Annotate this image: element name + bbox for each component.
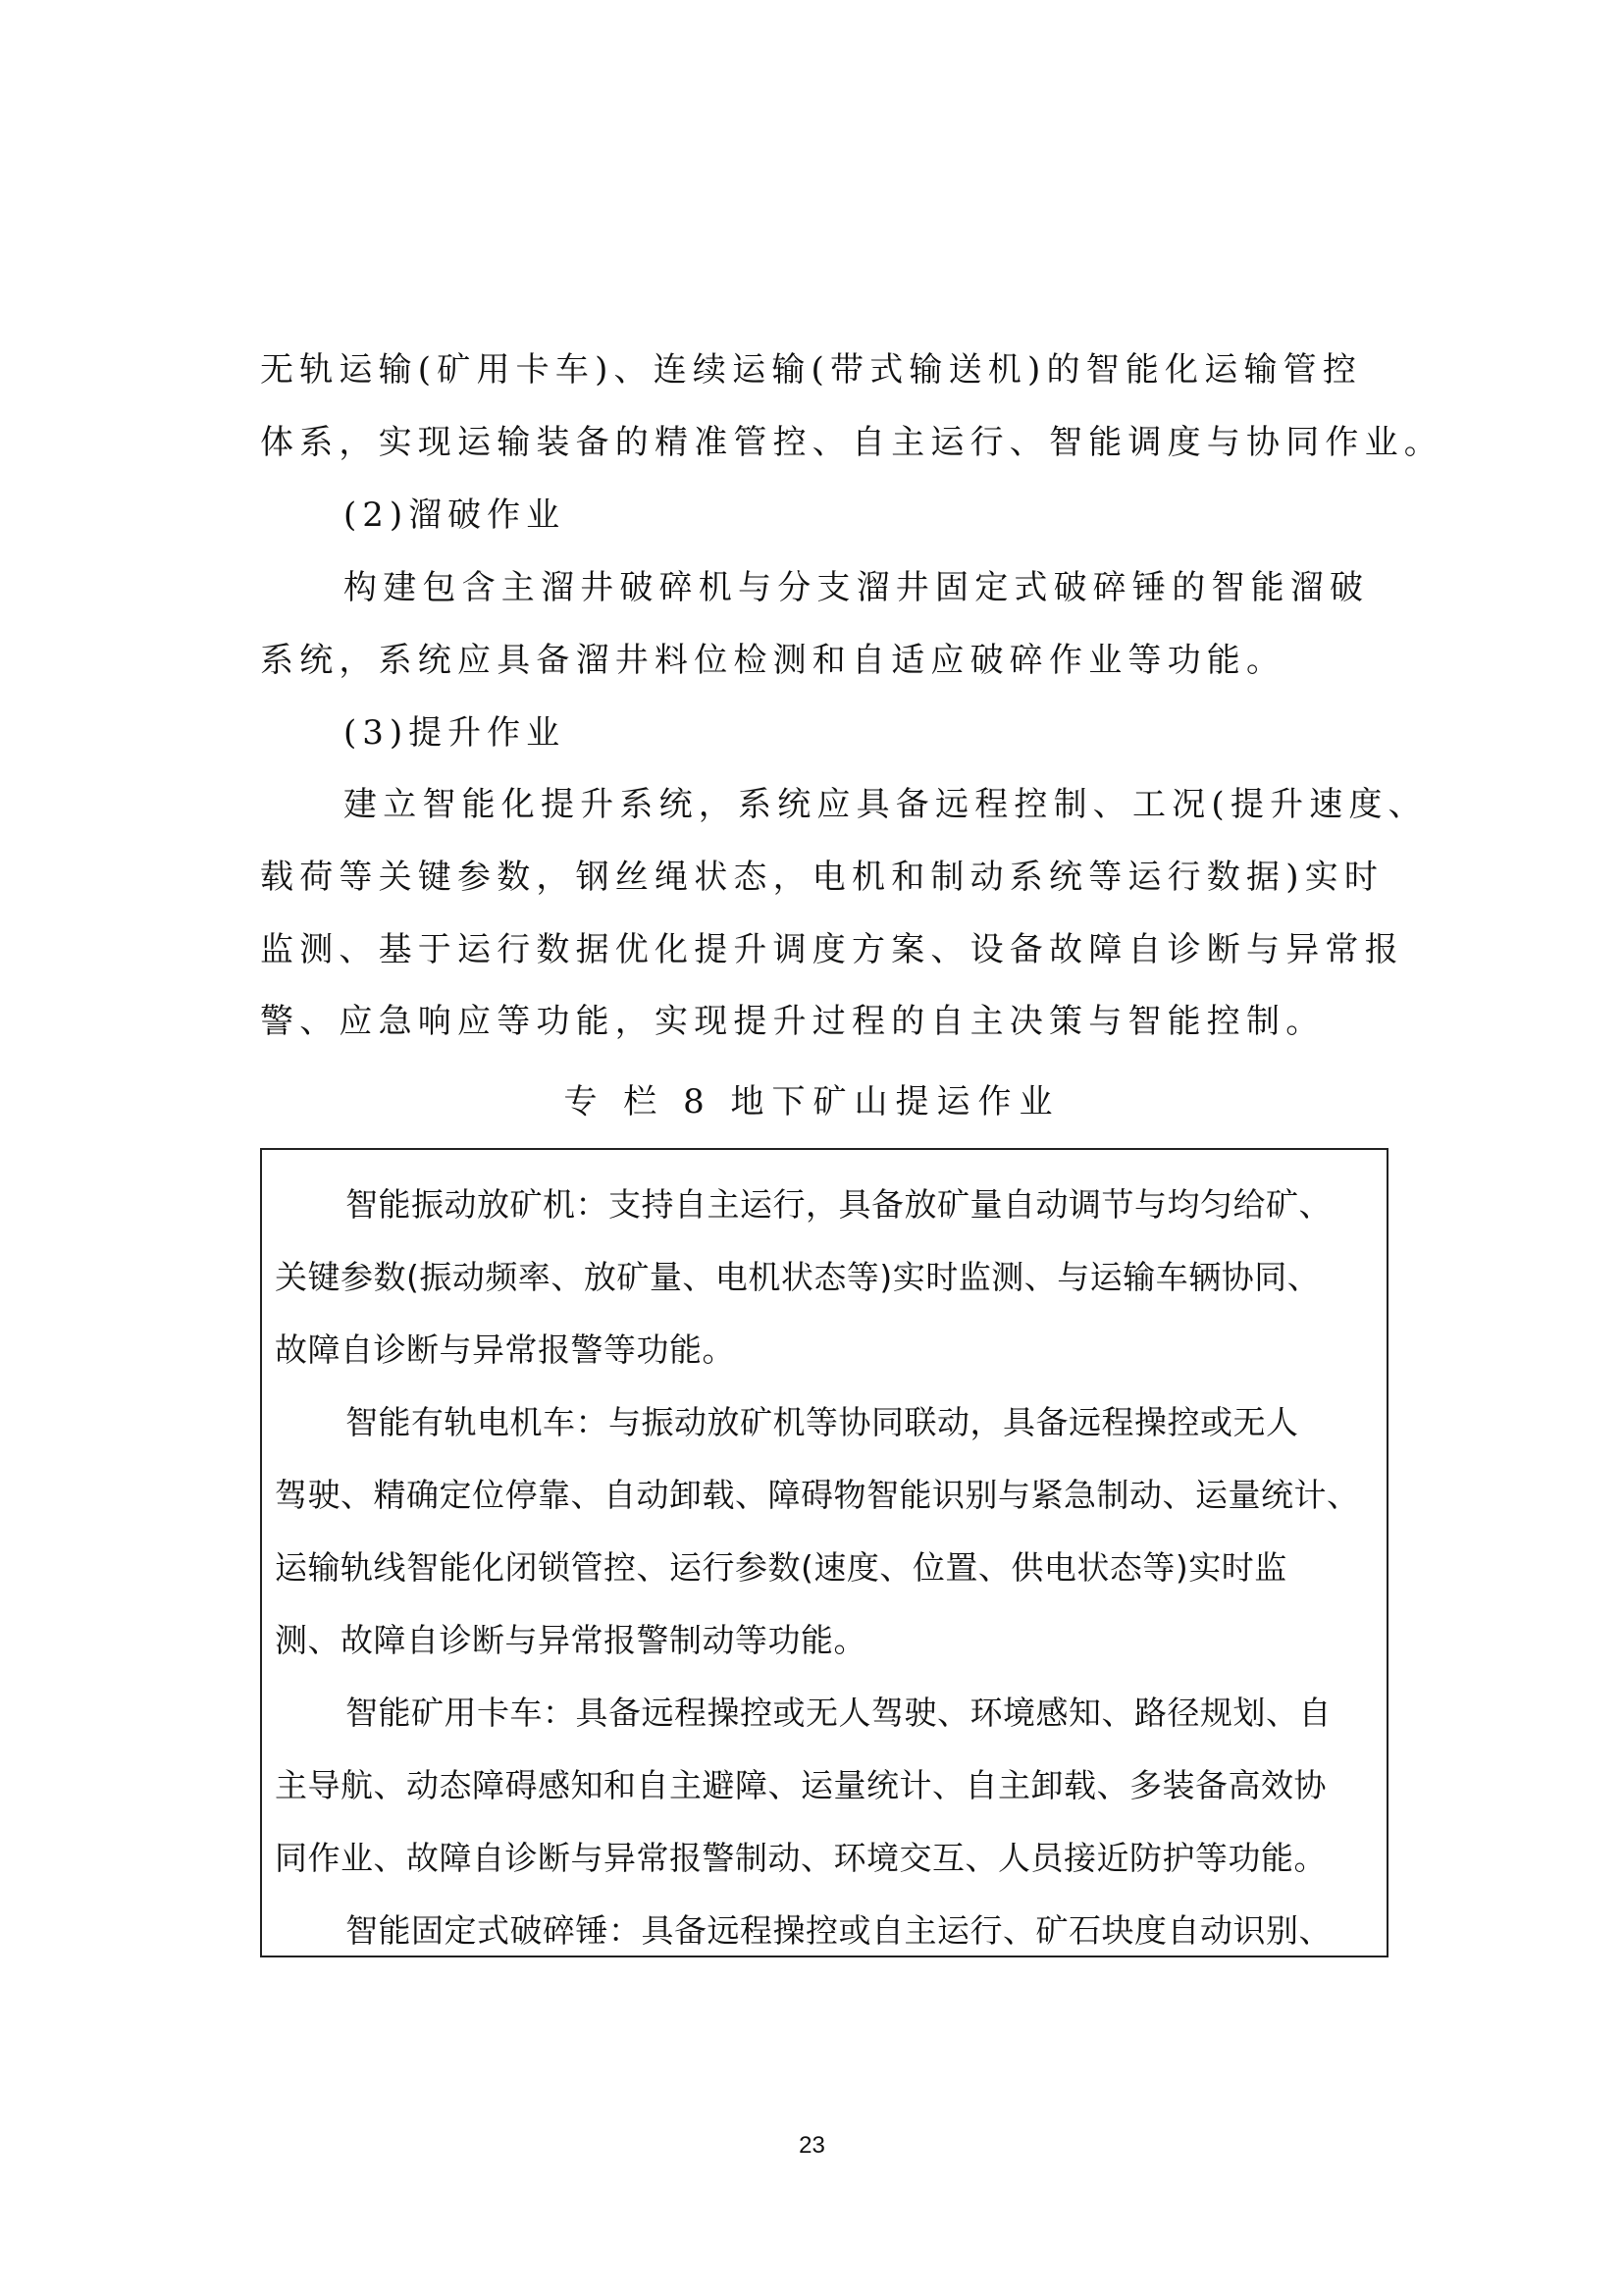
column-box-line: 运输轨线智能化闭锁管控、运行参数(速度、位置、供电状态等)实时监 <box>275 1548 1287 1587</box>
column-box-line: 智能固定式破碎锤：具备远程操控或自主运行、矿石块度自动识别、 <box>345 1911 1332 1950</box>
body-paragraph-line: 警、应急响应等功能，实现提升过程的自主决策与智能控制。 <box>260 1002 1326 1041</box>
section-heading-ore-pass-crushing: (2)溜破作业 <box>343 496 566 535</box>
body-paragraph-line: 载荷等关键参数，钢丝绳状态，电机和制动系统等运行数据)实时 <box>260 858 1385 897</box>
body-paragraph-line: 监测、基于运行数据优化提升调度方案、设备故障自诊断与异常报 <box>260 930 1404 969</box>
column-box-line: 驾驶、精确定位停靠、自动卸载、障碍物智能识别与紧急制动、运量统计、 <box>275 1476 1360 1514</box>
column-box-line: 故障自诊断与异常报警等功能。 <box>275 1330 735 1369</box>
body-paragraph-line: 系统，系统应具备溜井料位检测和自适应破碎作业等功能。 <box>260 641 1286 680</box>
column-box-line: 智能有轨电机车：与振动放矿机等协同联动，具备远程操控或无人 <box>345 1403 1299 1441</box>
section-heading-hoisting: (3)提升作业 <box>343 713 566 753</box>
column-box-line: 智能矿用卡车：具备远程操控或无人驾驶、环境感知、路径规划、自 <box>345 1694 1332 1732</box>
column-box-line: 智能振动放矿机：支持自主运行，具备放矿量自动调节与均匀给矿、 <box>345 1185 1332 1224</box>
column-box-line: 主导航、动态障碍感知和自主避障、运量统计、自主卸载、多装备高效协 <box>275 1766 1327 1804</box>
column-box-line: 关键参数(振动频率、放矿量、电机状态等)实时监测、与运输车辆协同、 <box>275 1258 1321 1296</box>
page-number: 23 <box>799 2132 825 2159</box>
body-paragraph-line: 建立智能化提升系统，系统应具备远程控制、工况(提升速度、 <box>343 785 1428 824</box>
body-paragraph-line: 构建包含主溜井破碎机与分支溜井固定式破碎锤的智能溜破 <box>343 568 1370 607</box>
column-box-line: 测、故障自诊断与异常报警制动等功能。 <box>275 1621 866 1659</box>
body-paragraph-line: 体系，实现运输装备的精准管控、自主运行、智能调度与协同作业。 <box>260 423 1443 462</box>
column-box-line: 同作业、故障自诊断与异常报警制动、环境交互、人员接近防护等功能。 <box>275 1839 1327 1877</box>
body-paragraph-line: 无轨运输(矿用卡车)、连续运输(带式输送机)的智能化运输管控 <box>260 350 1363 390</box>
column-box-caption: 专 栏 8 地下矿山提运作业 <box>563 1082 1061 1121</box>
